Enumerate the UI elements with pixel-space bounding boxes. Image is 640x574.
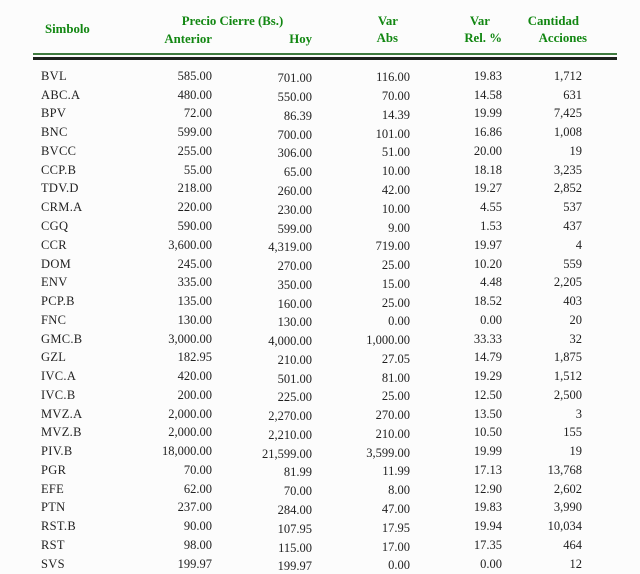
column-header-anterior: Anterior bbox=[164, 32, 212, 46]
table-row bbox=[33, 255, 617, 274]
cell-symbol: ABC.A bbox=[41, 87, 81, 102]
cell-symbol: PGR bbox=[41, 462, 67, 477]
cell-cantidad: 1,875 bbox=[553, 350, 582, 365]
cell-var-abs: 47.00 bbox=[381, 501, 410, 516]
cell-var-rel: 19.27 bbox=[473, 181, 502, 196]
table-row bbox=[33, 273, 617, 292]
cell-symbol: PTN bbox=[41, 500, 66, 515]
var-rel-line2: Rel. % bbox=[464, 31, 502, 45]
cell-anterior: 55.00 bbox=[183, 162, 212, 177]
cell-anterior: 3,000.00 bbox=[168, 331, 212, 346]
table-row bbox=[33, 142, 617, 161]
cell-cantidad: 1,008 bbox=[553, 125, 582, 140]
cell-var-abs: 9.00 bbox=[388, 220, 410, 235]
var-abs-line2: Abs bbox=[376, 31, 398, 45]
cell-var-rel: 14.79 bbox=[473, 350, 502, 365]
cell-symbol: CCP.B bbox=[41, 162, 77, 177]
cell-var-rel: 4.48 bbox=[480, 275, 502, 290]
table-row bbox=[33, 67, 617, 86]
cell-symbol: PIV.B bbox=[41, 444, 73, 459]
cell-var-abs: 270.00 bbox=[375, 408, 410, 423]
cell-var-abs: 51.00 bbox=[381, 145, 410, 160]
cell-anterior: 200.00 bbox=[177, 387, 212, 402]
cell-anterior: 220.00 bbox=[177, 200, 212, 215]
cell-hoy: 225.00 bbox=[277, 390, 312, 405]
cell-anterior: 2,000.00 bbox=[168, 406, 212, 421]
cell-var-rel: 19.29 bbox=[473, 369, 502, 384]
cell-var-rel: 12.50 bbox=[473, 387, 502, 402]
table-row bbox=[33, 236, 617, 255]
cell-var-abs: 116.00 bbox=[376, 70, 410, 85]
cell-var-abs: 14.39 bbox=[381, 107, 410, 122]
cell-var-abs: 101.00 bbox=[375, 126, 410, 141]
table-row bbox=[33, 442, 617, 461]
cell-var-rel: 16.86 bbox=[473, 125, 502, 140]
var-rel-line1: Var bbox=[469, 14, 490, 28]
table-row bbox=[33, 367, 617, 386]
table-row bbox=[33, 461, 617, 480]
table-row bbox=[33, 86, 617, 105]
cell-symbol: CCR bbox=[41, 237, 67, 252]
cell-var-rel: 19.97 bbox=[473, 237, 502, 252]
cell-anterior: 72.00 bbox=[183, 106, 212, 121]
cell-hoy: 599.00 bbox=[277, 221, 312, 236]
cell-symbol: ENV bbox=[41, 275, 68, 290]
cell-hoy: 130.00 bbox=[277, 315, 312, 330]
cell-var-abs: 10.00 bbox=[381, 201, 410, 216]
table-row bbox=[33, 499, 617, 518]
cell-hoy: 550.00 bbox=[277, 90, 312, 105]
cell-symbol: SVS bbox=[41, 556, 65, 571]
cell-symbol: IVC.B bbox=[41, 387, 76, 402]
cell-var-abs: 25.00 bbox=[381, 389, 410, 404]
cell-anterior: 62.00 bbox=[183, 481, 212, 496]
cell-anterior: 199.97 bbox=[177, 556, 212, 571]
cell-var-rel: 17.13 bbox=[473, 462, 502, 477]
cell-hoy: 65.00 bbox=[283, 165, 312, 180]
table-row bbox=[33, 348, 617, 367]
cell-var-abs: 11.99 bbox=[382, 464, 410, 479]
column-header-simbolo: Simbolo bbox=[45, 22, 90, 36]
cell-var-abs: 27.05 bbox=[381, 351, 410, 366]
table-row bbox=[33, 198, 617, 217]
cell-var-rel: 10.50 bbox=[473, 425, 502, 440]
table-row bbox=[33, 330, 617, 349]
cell-var-rel: 19.99 bbox=[473, 444, 502, 459]
cell-cantidad: 3 bbox=[575, 406, 582, 421]
cell-var-rel: 13.50 bbox=[473, 406, 502, 421]
cell-var-abs: 81.00 bbox=[381, 370, 410, 385]
cell-cantidad: 464 bbox=[563, 538, 582, 553]
cell-hoy: 350.00 bbox=[277, 277, 312, 292]
cell-cantidad: 3,990 bbox=[553, 500, 582, 515]
cell-hoy: 501.00 bbox=[277, 371, 312, 386]
cell-var-rel: 0.00 bbox=[480, 556, 502, 571]
table-row bbox=[33, 217, 617, 236]
table-row bbox=[33, 123, 617, 142]
cell-symbol: FNC bbox=[41, 312, 67, 327]
header-rule-thin bbox=[33, 53, 617, 55]
table-row bbox=[33, 405, 617, 424]
cell-hoy: 2,210.00 bbox=[268, 427, 312, 442]
cell-cantidad: 20 bbox=[569, 312, 582, 327]
cell-var-abs: 70.00 bbox=[381, 89, 410, 104]
cell-cantidad: 12 bbox=[569, 556, 582, 571]
cell-hoy: 86.39 bbox=[283, 108, 312, 123]
cell-cantidad: 2,205 bbox=[553, 275, 582, 290]
cell-var-rel: 1.53 bbox=[480, 219, 502, 233]
cell-symbol: RST.B bbox=[41, 519, 76, 534]
cell-var-abs: 25.00 bbox=[381, 295, 410, 310]
cell-var-abs: 25.00 bbox=[381, 258, 410, 273]
cell-anterior: 135.00 bbox=[177, 294, 212, 309]
cell-symbol: GMC.B bbox=[41, 331, 83, 346]
cell-hoy: 4,000.00 bbox=[268, 334, 312, 349]
cell-anterior: 182.95 bbox=[177, 350, 212, 365]
cell-var-abs: 210.00 bbox=[375, 426, 410, 441]
cell-symbol: TDV.D bbox=[41, 181, 79, 196]
table-row bbox=[33, 517, 617, 536]
cell-anterior: 255.00 bbox=[177, 143, 212, 158]
cell-hoy: 21,599.00 bbox=[262, 446, 312, 461]
cell-cantidad: 1,712 bbox=[553, 68, 582, 83]
cell-var-rel: 0.00 bbox=[480, 312, 502, 327]
cell-hoy: 115.00 bbox=[278, 540, 312, 555]
cell-cantidad: 13,768 bbox=[547, 462, 582, 477]
cell-hoy: 2,270.00 bbox=[268, 409, 312, 424]
cell-var-rel: 19.94 bbox=[473, 519, 502, 534]
cell-cantidad: 2,500 bbox=[553, 387, 582, 402]
cell-var-abs: 10.00 bbox=[381, 164, 410, 179]
cell-symbol: IVC.A bbox=[41, 369, 77, 384]
cell-var-rel: 10.20 bbox=[473, 256, 502, 271]
cell-anterior: 130.00 bbox=[177, 312, 212, 327]
cell-anterior: 599.00 bbox=[177, 125, 212, 140]
cell-var-rel: 19.99 bbox=[473, 106, 502, 121]
cell-var-rel: 14.58 bbox=[473, 87, 502, 102]
cell-hoy: 270.00 bbox=[277, 259, 312, 274]
cell-hoy: 284.00 bbox=[277, 502, 312, 517]
table-row bbox=[33, 555, 617, 574]
cell-var-abs: 17.95 bbox=[381, 520, 410, 535]
cell-anterior: 218.00 bbox=[177, 181, 212, 196]
cell-symbol: MVZ.B bbox=[41, 425, 82, 440]
cell-cantidad: 7,425 bbox=[553, 106, 582, 121]
cell-anterior: 18,000.00 bbox=[162, 444, 212, 459]
cell-hoy: 160.00 bbox=[277, 296, 312, 311]
cell-var-rel: 18.18 bbox=[473, 162, 502, 177]
cell-var-rel: 4.55 bbox=[480, 200, 502, 215]
cell-cantidad: 559 bbox=[563, 256, 582, 271]
cantidad-line1: Cantidad bbox=[527, 14, 579, 28]
table-row bbox=[33, 386, 617, 405]
table-body bbox=[33, 67, 617, 574]
table-row bbox=[33, 292, 617, 311]
stock-quotes-table bbox=[33, 8, 617, 574]
cell-var-rel: 19.83 bbox=[473, 500, 502, 515]
cell-var-abs: 0.00 bbox=[388, 558, 410, 573]
cell-cantidad: 1,512 bbox=[553, 369, 582, 384]
cell-var-abs: 8.00 bbox=[388, 483, 410, 498]
cell-var-rel: 19.83 bbox=[473, 68, 502, 83]
table-row bbox=[33, 536, 617, 555]
table-row bbox=[33, 424, 617, 443]
header-rule-thick bbox=[33, 57, 617, 60]
cell-anterior: 90.00 bbox=[183, 519, 212, 534]
cell-symbol: CGQ bbox=[41, 219, 69, 233]
cell-hoy: 701.00 bbox=[277, 71, 312, 86]
cell-symbol: EFE bbox=[41, 481, 65, 496]
cell-anterior: 3,600.00 bbox=[168, 237, 212, 252]
cell-cantidad: 437 bbox=[563, 219, 582, 233]
cell-anterior: 480.00 bbox=[177, 87, 212, 102]
cell-cantidad: 537 bbox=[563, 200, 582, 215]
cell-symbol: MVZ.A bbox=[41, 406, 83, 421]
cell-anterior: 237.00 bbox=[177, 500, 212, 515]
cell-hoy: 107.95 bbox=[277, 521, 312, 536]
cell-symbol: BNC bbox=[41, 125, 68, 140]
cell-cantidad: 10,034 bbox=[547, 519, 582, 534]
cell-symbol: RST bbox=[41, 538, 65, 553]
cell-hoy: 210.00 bbox=[277, 352, 312, 367]
table-row bbox=[33, 480, 617, 499]
table-row bbox=[33, 105, 617, 124]
cell-hoy: 70.00 bbox=[283, 484, 312, 499]
cell-var-abs: 15.00 bbox=[381, 276, 410, 291]
cell-cantidad: 403 bbox=[563, 294, 582, 309]
cell-var-abs: 42.00 bbox=[381, 182, 410, 197]
var-abs-line1: Var bbox=[377, 14, 398, 28]
cell-symbol: GZL bbox=[41, 350, 67, 365]
cell-hoy: 230.00 bbox=[277, 202, 312, 217]
cell-anterior: 98.00 bbox=[183, 538, 212, 553]
cell-anterior: 420.00 bbox=[177, 369, 212, 384]
cell-symbol: BVL bbox=[41, 68, 67, 83]
cell-var-rel: 18.52 bbox=[473, 294, 502, 309]
cell-hoy: 81.99 bbox=[283, 465, 312, 480]
cell-var-rel: 20.00 bbox=[473, 143, 502, 158]
table-row bbox=[33, 311, 617, 330]
cell-anterior: 245.00 bbox=[177, 256, 212, 271]
cell-hoy: 700.00 bbox=[277, 127, 312, 142]
cell-cantidad: 19 bbox=[569, 444, 582, 459]
cell-var-abs: 719.00 bbox=[375, 239, 410, 254]
column-header-hoy: Hoy bbox=[289, 32, 312, 46]
cell-anterior: 590.00 bbox=[177, 219, 212, 233]
cell-anterior: 2,000.00 bbox=[168, 425, 212, 440]
table-row bbox=[33, 161, 617, 180]
cell-symbol: PCP.B bbox=[41, 294, 75, 309]
cell-var-rel: 17.35 bbox=[473, 538, 502, 553]
cell-cantidad: 2,852 bbox=[553, 181, 582, 196]
cell-var-rel: 33.33 bbox=[473, 331, 502, 346]
cell-cantidad: 32 bbox=[569, 331, 582, 346]
cell-var-rel: 12.90 bbox=[473, 481, 502, 496]
cell-symbol: BPV bbox=[41, 106, 67, 121]
cell-hoy: 199.97 bbox=[277, 559, 312, 574]
cell-symbol: DOM bbox=[41, 256, 72, 271]
table-row bbox=[33, 180, 617, 199]
cell-cantidad: 19 bbox=[569, 143, 582, 158]
cell-var-abs: 0.00 bbox=[388, 314, 410, 329]
cell-symbol: CRM.A bbox=[41, 200, 83, 215]
cell-cantidad: 3,235 bbox=[553, 162, 582, 177]
cell-anterior: 335.00 bbox=[177, 275, 212, 290]
cantidad-line2: Acciones bbox=[538, 31, 587, 45]
precio-cierre-group-label: Precio Cierre (Bs.) bbox=[181, 14, 284, 28]
cell-cantidad: 155 bbox=[563, 425, 582, 440]
cell-hoy: 4,319.00 bbox=[268, 240, 312, 255]
cell-var-abs: 3,599.00 bbox=[366, 445, 410, 460]
cell-anterior: 585.00 bbox=[177, 68, 212, 83]
cell-symbol: BVCC bbox=[41, 143, 77, 158]
cell-cantidad: 2,602 bbox=[553, 481, 582, 496]
cell-hoy: 260.00 bbox=[277, 183, 312, 198]
cell-hoy: 306.00 bbox=[277, 146, 312, 161]
cell-cantidad: 631 bbox=[563, 87, 582, 102]
cell-var-abs: 1,000.00 bbox=[366, 333, 410, 348]
cell-anterior: 70.00 bbox=[183, 462, 212, 477]
cell-cantidad: 4 bbox=[575, 237, 582, 252]
cell-var-abs: 17.00 bbox=[381, 539, 410, 554]
